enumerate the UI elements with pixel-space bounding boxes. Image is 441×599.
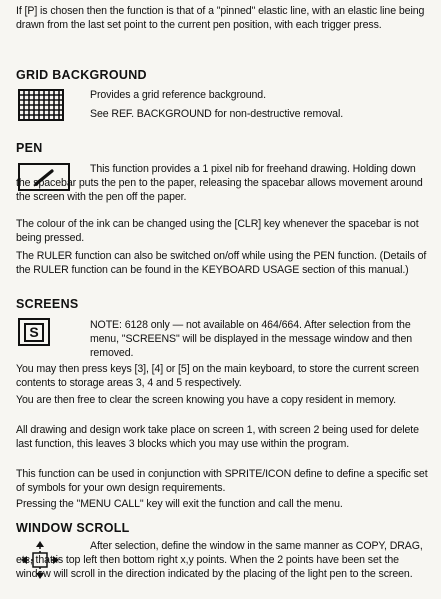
pen-description: This function provides a 1 pixel nib for freehand drawing. Holding down the spacebar puts the pen to the paper, releasing the spacebar allows movement around the screen with the pen off the paper. [16, 163, 423, 203]
screens-paragraph-4: This function can be used in conjunction with SPRITE/ICON define to define a specific set of symbols for your own design requirements. [16, 468, 428, 494]
screens-icon-letter: S [24, 323, 44, 342]
grid-background-heading: GRID BACKGROUND [16, 68, 147, 82]
window-scroll-description: After selection, define the window in the same manner as COPY, DRAG, etc, that is top left then bottom right x,y points. When the 2 points have been set the window will scroll in the direction indicated by the placing of the light pen to the screen. [16, 540, 423, 580]
grid-icon [18, 89, 64, 121]
intro-paragraph: If [P] is chosen then the function is that of a "pinned" elastic line, with an elastic line being drawn from the last set point to the current pen position, with each trigger press. [16, 5, 425, 31]
window-scroll-heading: WINDOW SCROLL [16, 521, 130, 535]
screens-note: NOTE: 6128 only — not available on 464/664. After selection from the menu, "SCREENS" will be displayed in the message window and then removed. [90, 319, 413, 359]
screens-paragraph-2: You are then free to clear the screen knowing you have a copy resident in memory. [16, 394, 396, 406]
screens-icon [18, 318, 50, 346]
screens-paragraph-3: All drawing and design work take place on screen 1, with screen 2 being used for delete last function, this leaves 3 blocks which you may use within the program. [16, 424, 419, 450]
screens-paragraph-1: You may then press keys [3], [4] or [5] on the main keyboard, to store the current screen contents to storage areas 3, 4 and 5 respectively. [16, 363, 419, 389]
pen-ruler-note: The RULER function can also be switched on/off while using the PEN function. (Details of the RULER function can be found in the KEYBOARD USAGE section of this manual.) [16, 250, 427, 276]
pen-ink-colour: The colour of the ink can be changed using the [CLR] key whenever the spacebar is not being pressed. [16, 218, 419, 244]
grid-background-text: Provides a grid reference background. See REF. BACKGROUND for non-destructive removal. [90, 89, 344, 120]
pen-heading: PEN [16, 141, 43, 155]
screens-heading: SCREENS [16, 297, 79, 311]
screens-paragraph-5: Pressing the "MENU CALL" key will exit the function and call the menu. [16, 498, 343, 510]
